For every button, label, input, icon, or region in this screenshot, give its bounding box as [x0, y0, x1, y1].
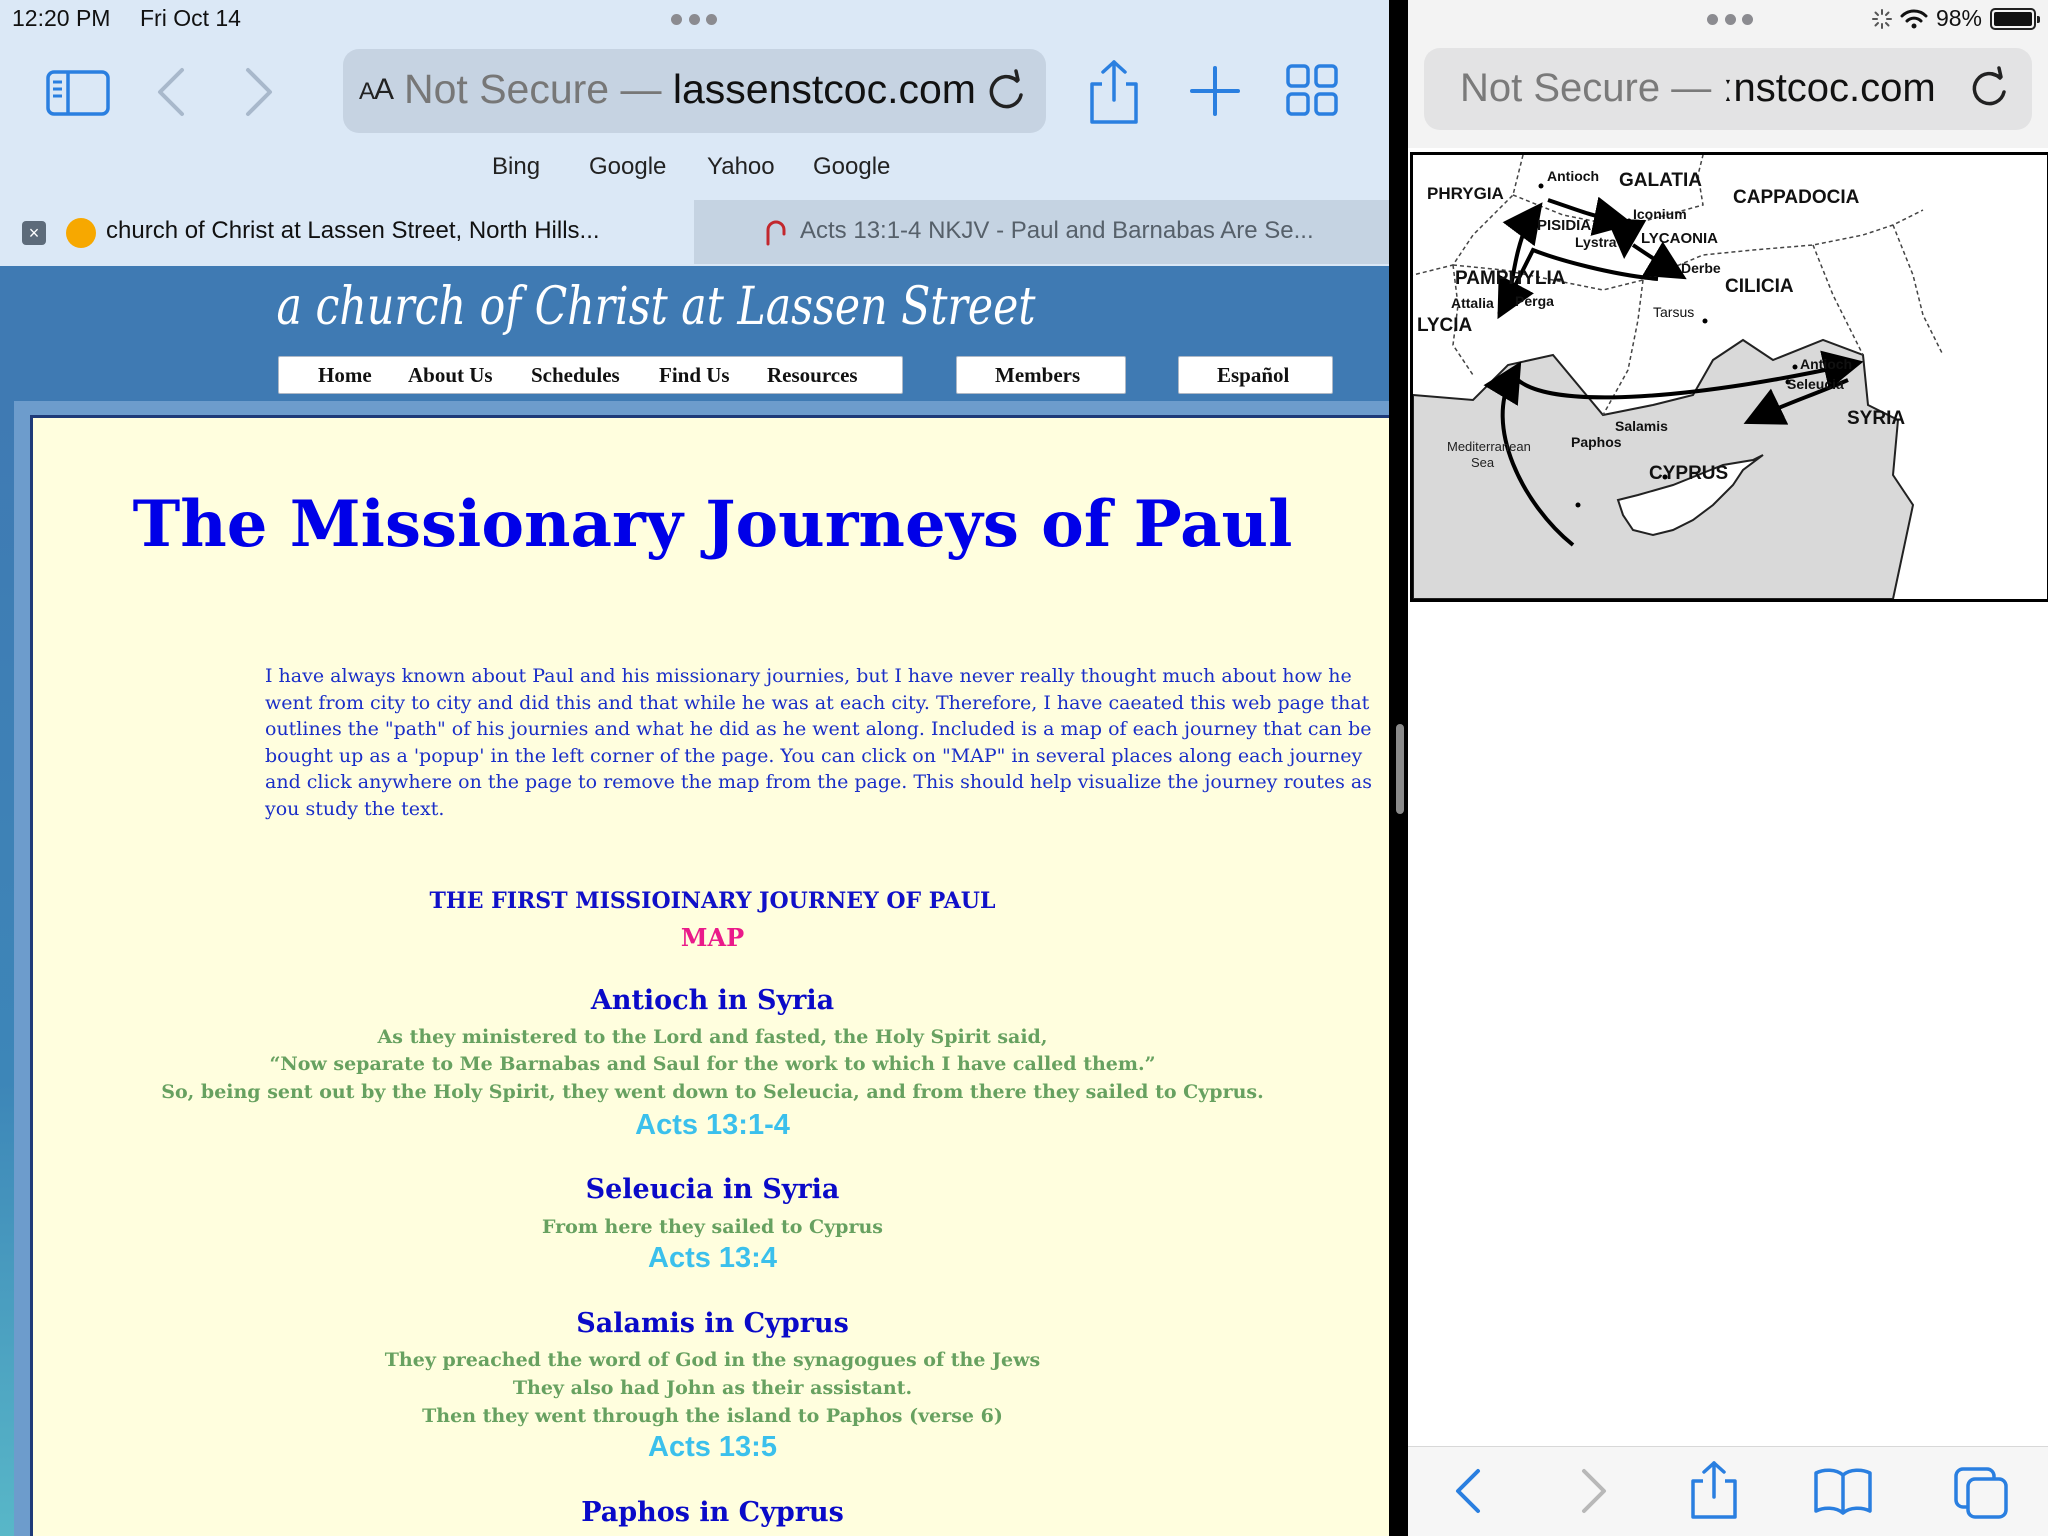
security-label: Not Secure — [404, 66, 673, 112]
favorite-google-2[interactable]: Google [813, 153, 891, 180]
map-city-salamis: Salamis [1615, 418, 1668, 434]
address-bar[interactable] [1424, 48, 2032, 130]
address-text [1460, 66, 1936, 111]
map-label-phrygia: PHRYGIA [1427, 184, 1504, 203]
site-title: a church of Christ at Lassen Street [276, 277, 1036, 337]
site-header [0, 266, 1389, 401]
address-text [404, 66, 976, 113]
map-label-syria: SYRIA [1847, 408, 1906, 429]
map-label-cappadocia: CAPPADOCIA [1733, 187, 1860, 208]
safari-toolbar [0, 0, 1389, 266]
nav-about-us[interactable]: About Us [408, 363, 493, 387]
map-city-paphos: Paphos [1571, 434, 1622, 450]
stop-title: Paphos in Cyprus [581, 1497, 844, 1528]
map-city-antioch-pisidia: Antioch [1547, 168, 1600, 184]
nav-members[interactable]: Members [995, 363, 1081, 387]
nav-espanol[interactable]: Español [1217, 363, 1290, 387]
nav-find-us[interactable]: Find Us [659, 363, 730, 387]
map-city-antioch-syria: Antioch [1800, 356, 1853, 372]
address-domain: ːnstcoc.com [1722, 66, 1936, 110]
scripture-link[interactable]: Acts 13:4 [648, 1242, 777, 1274]
address-domain: lassenstcoc.com [672, 66, 976, 112]
tab-strip [0, 200, 1389, 264]
map-label-galatia: GALATIA [1619, 170, 1703, 191]
biblegateway-favicon-icon [760, 216, 792, 248]
map-label-cyprus: CYPRUS [1649, 463, 1729, 484]
reader-mode-button[interactable]: AA [359, 73, 394, 106]
status-bar-right [1872, 5, 2036, 32]
multitasking-handle[interactable] [1707, 14, 1753, 28]
tab-acts-nkjv[interactable] [694, 200, 1389, 264]
stop-title: Antioch in Syria [590, 985, 835, 1016]
scripture-link[interactable]: Acts 13:5 [648, 1431, 777, 1463]
map-label-lycaonia: LYCAONIA [1641, 230, 1718, 247]
stop-line: “Now separate to Me Barnabas and Saul for the work to which I have called them.” [269, 1053, 1156, 1075]
map-city-seleucia: Seleucia [1787, 376, 1844, 392]
stop-line: They also had John as their assistant. [512, 1377, 913, 1399]
back-icon[interactable] [152, 66, 192, 118]
tab-favicon-icon [66, 218, 96, 248]
favorite-yahoo[interactable]: Yahoo [707, 153, 775, 180]
main-nav [278, 356, 903, 394]
members-nav [956, 356, 1126, 394]
battery-percent: 98% [1935, 5, 1982, 31]
nav-home[interactable]: Home [318, 363, 372, 387]
stop-title: Salamis in Cyprus [576, 1308, 849, 1339]
forward-icon[interactable] [238, 66, 278, 118]
favorite-google[interactable]: Google [589, 153, 667, 180]
spanish-nav [1178, 356, 1333, 394]
sidebar-icon[interactable] [46, 70, 110, 116]
map-city-tarsus: Tarsus [1653, 304, 1695, 320]
stop-line: As they ministered to the Lord and fasted, the Holy Spirit said, [377, 1026, 1048, 1048]
stop-line: So, being sent out by the Holy Spirit, they went down to Seleucia, and from there they sailed to Cyprus. [161, 1081, 1264, 1103]
intro-paragraph: I have always known about Paul and his missionary journies, but I have never really thought much about how he went from city to city and did this and that while he was at each city. Therefore, I have caeated this web page that outlines the "path" of his journies and what he did as he went along. Included is a map of each journey that can be bought up as a 'popup' in the left corner of the page. You can click on "MAP" in several places along each journey and click anywhere on the page to remove the map from the page. This should help visualize the journey routes as you study the text. [265, 665, 1372, 820]
tab-close-icon[interactable]: × [22, 221, 46, 245]
map-link[interactable]: MAP [680, 923, 745, 952]
status-date: Fri Oct 14 [140, 5, 241, 31]
scripture-link[interactable]: Acts 13:1-4 [635, 1109, 790, 1141]
stop-title: Seleucia in Syria [585, 1174, 840, 1205]
security-label: Not Secure — [1460, 66, 1723, 110]
right-safari-window [1408, 0, 2048, 1536]
map-city-perga: Perga [1515, 293, 1554, 309]
tab-title: church of Christ at Lassen Street, North Hills... [106, 217, 600, 244]
wifi-icon [1900, 8, 1928, 30]
map-image [1413, 155, 2047, 599]
back-icon[interactable] [1450, 1465, 1486, 1517]
new-tab-icon[interactable] [1188, 62, 1242, 120]
article-content [30, 415, 1389, 1536]
map-sea-label-2: Sea [1471, 455, 1495, 470]
tab-church-site[interactable] [0, 200, 694, 264]
share-icon[interactable] [1086, 58, 1142, 126]
tab-overview-icon[interactable] [1286, 64, 1338, 116]
stop-line: They preached the word of God in the synagogues of the Jews [384, 1349, 1041, 1371]
map-city-iconium: Iconium [1633, 206, 1687, 222]
map-label-pamphylia: PAMPHYLIA [1455, 268, 1566, 289]
map-label-lycia: LYCIA [1417, 315, 1473, 336]
stop-line: From here they sailed to Cyprus [542, 1216, 883, 1238]
address-bar[interactable] [343, 49, 1046, 133]
share-icon[interactable] [1688, 1459, 1740, 1521]
map-city-derbe: Derbe [1681, 260, 1721, 276]
map-label-pisidia: PISIDIA [1537, 217, 1592, 234]
stop-line: Then they went through the island to Paphos (verse 6) [422, 1405, 1003, 1427]
journey-map[interactable] [1410, 152, 2048, 602]
bookmarks-icon[interactable] [1812, 1465, 1874, 1517]
map-sea-label: Mediterranean [1447, 439, 1531, 454]
status-time: 12:20 PM [12, 5, 111, 31]
forward-icon[interactable] [1576, 1465, 1612, 1517]
page-title: The Missionary Journeys of Paul [132, 487, 1293, 562]
map-label-cilicia: CILICIA [1725, 276, 1794, 297]
battery-icon [1990, 8, 2036, 30]
nav-resources[interactable]: Resources [767, 363, 858, 387]
bottom-toolbar [1408, 1446, 2048, 1536]
favorite-bing[interactable]: Bing [492, 153, 541, 180]
multitasking-handle[interactable] [671, 14, 717, 28]
tabs-icon[interactable] [1952, 1465, 2010, 1521]
tab-title: Acts 13:1-4 NKJV - Paul and Barnabas Are Se... [800, 217, 1314, 244]
map-city-attalia: Attalia [1451, 295, 1494, 311]
split-view-divider-handle[interactable] [1396, 724, 1404, 814]
nav-schedules[interactable]: Schedules [531, 363, 620, 387]
safari-toolbar-compact [1408, 0, 2048, 148]
journey-heading: THE FIRST MISSIOINARY JOURNEY OF PAUL [429, 888, 996, 914]
map-city-lystra: Lystra [1575, 234, 1617, 250]
activity-spinner-icon [1872, 9, 1892, 29]
reload-icon[interactable] [1966, 64, 2012, 112]
reload-icon[interactable] [983, 67, 1029, 115]
